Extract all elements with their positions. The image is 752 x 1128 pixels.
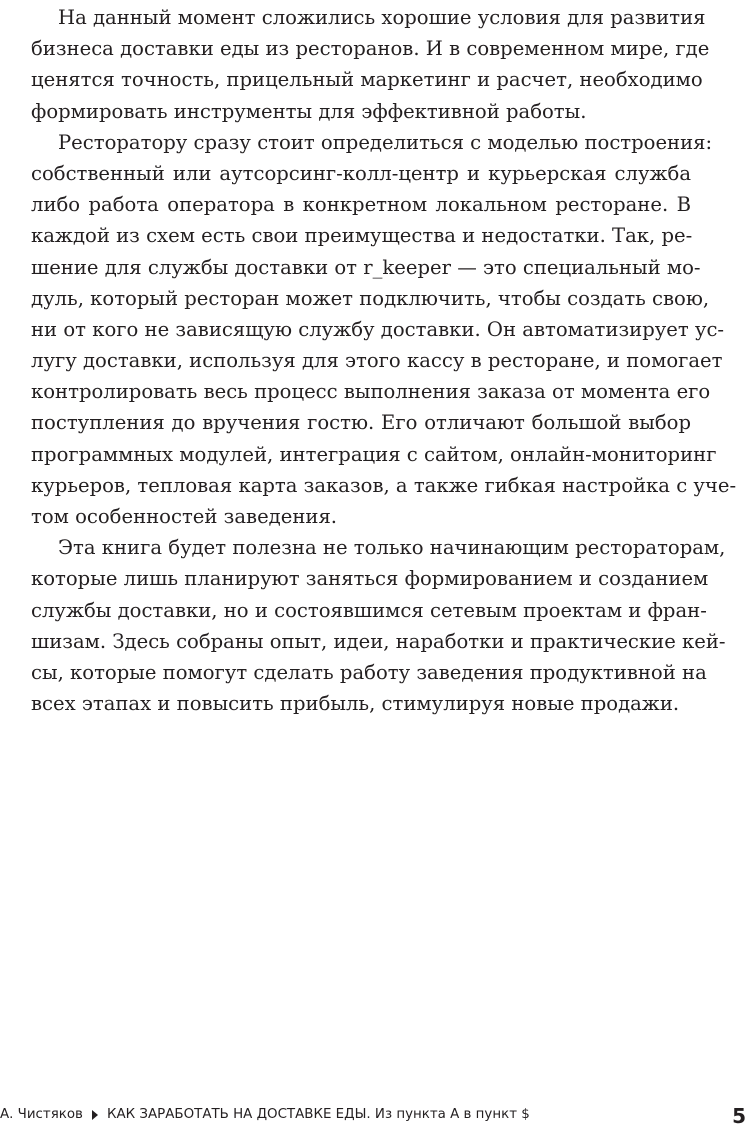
footer-author: А. Чистяков (0, 1107, 83, 1122)
text-line: формировать инструменты для эффективной работы. (31, 99, 587, 123)
text-line: том особенностей заведения. (31, 505, 338, 528)
page-footer (0, 1104, 752, 1126)
text-line: Эта книга будет полезна не только начинающим рестораторам, (58, 536, 726, 560)
text-line: На данный момент сложились хорошие условия для развития (58, 6, 706, 29)
text-line: либо работа оператора в конкретном локальном ресторане. В (31, 193, 691, 217)
page-number: 5 (732, 1104, 746, 1128)
text-line: службы доставки, но и состоявшимся сетевым проектам и фран- (31, 598, 707, 622)
text-line: лугу доставки, используя для этого кассу в ресторане, и помогает (31, 349, 723, 373)
text-line: шизам. Здесь собраны опыт, идеи, наработки и практические кей- (31, 629, 726, 653)
text-line: шение для службы доставки от r_keeper — это специальный мо- (31, 255, 701, 279)
triangle-right-icon (92, 1110, 98, 1120)
text-line: контролировать весь процесс выполнения заказа от момента его (31, 380, 711, 404)
text-line: всех этапах и повысить прибыль, стимулируя новые продажи. (31, 692, 680, 716)
text-line: собственный или аутсорсинг-колл-центр и курьерская служба (31, 161, 691, 185)
text-line: программных модулей, интеграция с сайтом, онлайн-мониторинг (31, 442, 717, 466)
text-line: каждой из схем есть свои преимущества и недостатки. Так, ре- (31, 224, 693, 248)
text-line: дуль, который ресторан может подключить, чтобы создать свою, (31, 286, 710, 310)
text-line: ни от кого не зависящую службу доставки. Он автоматизирует ус- (31, 317, 725, 341)
text-line: которые лишь планируют заняться формированием и созданием (31, 567, 709, 591)
text-line: поступления до вручения гостю. Его отличают большой выбор (31, 411, 691, 435)
footer-book-title: КАК ЗАРАБОТАТЬ НА ДОСТАВКЕ ЕДЫ. Из пункта А в пункт $ (107, 1107, 530, 1122)
text-line: ценятся точность, прицельный маркетинг и расчет, необходимо (31, 68, 703, 92)
text-line: Ресторатору сразу стоит определиться с моделью построения: (58, 130, 713, 154)
text-line: сы, которые помогут сделать работу заведения продуктивной на (31, 660, 707, 684)
text-line: бизнеса доставки еды из ресторанов. И в современном мире, где (31, 37, 710, 61)
body-text (31, 2, 737, 719)
text-line: курьеров, тепловая карта заказов, а также гибкая настройка с уче- (31, 473, 737, 497)
